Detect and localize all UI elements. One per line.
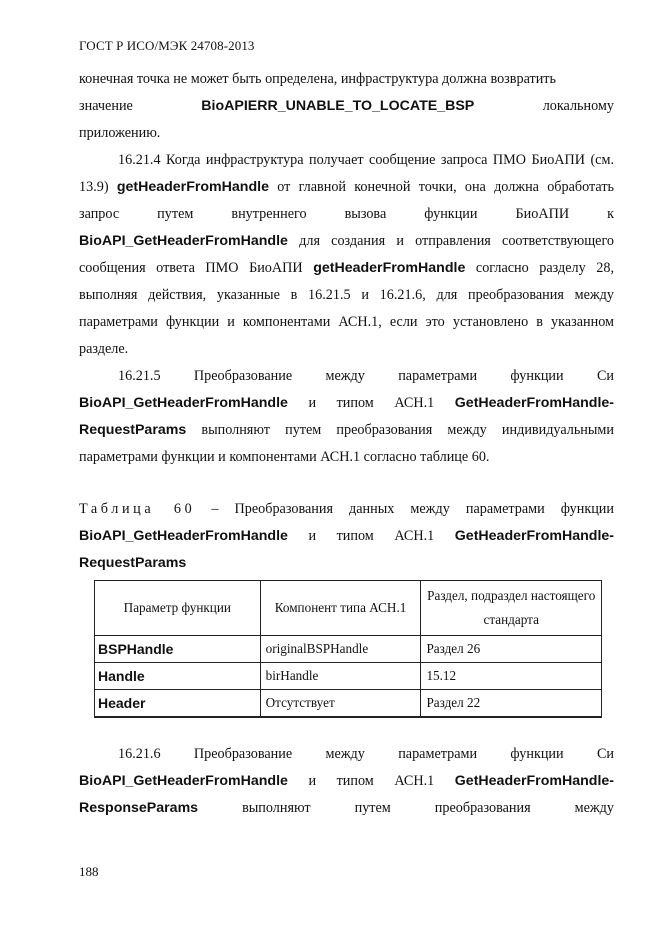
cell-component: Отсутствует xyxy=(260,690,421,718)
text-run: – Преобразования данных между параметрами функции xyxy=(211,501,614,517)
error-code: BioAPIERR_UNABLE_TO_LOCATE_BSP xyxy=(201,98,475,114)
header-section: Раздел, подраздел настоящего стандарта xyxy=(421,581,602,636)
text-run: согласно разделу 28, выполняя действия, указанные в 16.21.5 и 16.21.6, для преобразования между параметрами функции и компонентами АСН.1, если это установлено в указанном разделе. xyxy=(79,260,614,357)
para-cont-lead: значение xyxy=(79,98,133,114)
text-run: 16.21.4 Когда инфраструктура получает сообщение запроса ПМО БиоАПИ (см. 13.9) xyxy=(79,152,614,195)
text-run: для создания и отправления соответствующего сообщения ответа ПМО БиоАПИ xyxy=(79,233,615,276)
text-run: и типом АСН.1 xyxy=(308,528,435,544)
header-function-parameter: Параметр функции xyxy=(95,581,261,636)
cell-section: Раздел 26 xyxy=(421,636,602,663)
code-bioapi-get-header-from-handle: BioAPI_GetHeaderFromHandle xyxy=(79,528,288,544)
para-16-21-4-text xyxy=(79,147,614,363)
table-header-row xyxy=(95,581,602,636)
text-run: и типом АСН.1 xyxy=(308,395,435,411)
table-row xyxy=(95,636,602,663)
text-run: от главной конечной точки, она должна обработать запрос путем внутреннего вызова функции БиоАПИ к xyxy=(79,179,615,222)
table-row xyxy=(95,690,602,718)
page-number: 188 xyxy=(79,864,99,879)
code-get-header-from-handle: getHeaderFromHandle xyxy=(313,260,466,276)
paragraph-16-21-5 xyxy=(79,363,614,471)
para-16-21-5-text xyxy=(79,363,614,471)
para-cont-line3: приложению. xyxy=(79,125,161,141)
paragraph-16-21-4 xyxy=(79,147,614,363)
code-bioapi-get-header-from-handle: BioAPI_GetHeaderFromHandle xyxy=(79,233,288,249)
text-run: выполняют путем преобразования между индивидуальными параметрами функции и компонентами АСН.1 согласно таблице 60. xyxy=(79,422,614,465)
table-caption-text xyxy=(79,496,614,577)
conversion-table xyxy=(94,580,602,718)
table-caption xyxy=(79,496,614,577)
code-request-params: GetHeaderFromHandle-RequestParams xyxy=(79,395,615,438)
code-bioapi-get-header-from-handle: BioAPI_GetHeaderFromHandle xyxy=(79,773,288,789)
code-response-params: GetHeaderFromHandle-ResponseParams xyxy=(79,773,615,816)
para-cont-line1: конечная точка не может быть определена, инфраструктура должна возвратить xyxy=(79,71,556,87)
cell-param: Handle xyxy=(95,663,261,690)
text-run: 16.21.6 Преобразование между параметрами функции Си xyxy=(118,746,614,762)
text-run: и типом АСН.1 xyxy=(308,773,435,789)
paragraph-16-21-6 xyxy=(79,741,614,822)
caption-prefix: Таблица 60 xyxy=(79,501,196,517)
para-cont-line2 xyxy=(79,93,614,120)
paragraph-continuation xyxy=(79,66,614,147)
para-16-21-6-text xyxy=(79,741,614,822)
cell-param: BSPHandle xyxy=(95,636,261,663)
table-row xyxy=(95,663,602,690)
code-get-header-from-handle: getHeaderFromHandle xyxy=(116,179,269,195)
cell-component: birHandle xyxy=(260,663,421,690)
text-run: выполняют путем преобразования между xyxy=(242,800,614,816)
header-asn1-component: Компонент типа АСН.1 xyxy=(260,581,421,636)
para-cont-tail: локальному xyxy=(542,98,614,114)
cell-section: Раздел 22 xyxy=(421,690,602,718)
cell-param: Header xyxy=(95,690,261,718)
cell-section: 15.12 xyxy=(421,663,602,690)
cell-component: originalBSPHandle xyxy=(260,636,421,663)
code-request-params: GetHeaderFromHandle-RequestParams xyxy=(79,528,615,571)
code-bioapi-get-header-from-handle: BioAPI_GetHeaderFromHandle xyxy=(79,395,288,411)
text-run: 16.21.5 Преобразование между параметрами функции Си xyxy=(118,368,614,384)
document-header: ГОСТ Р ИСО/МЭК 24708-2013 xyxy=(79,38,255,53)
